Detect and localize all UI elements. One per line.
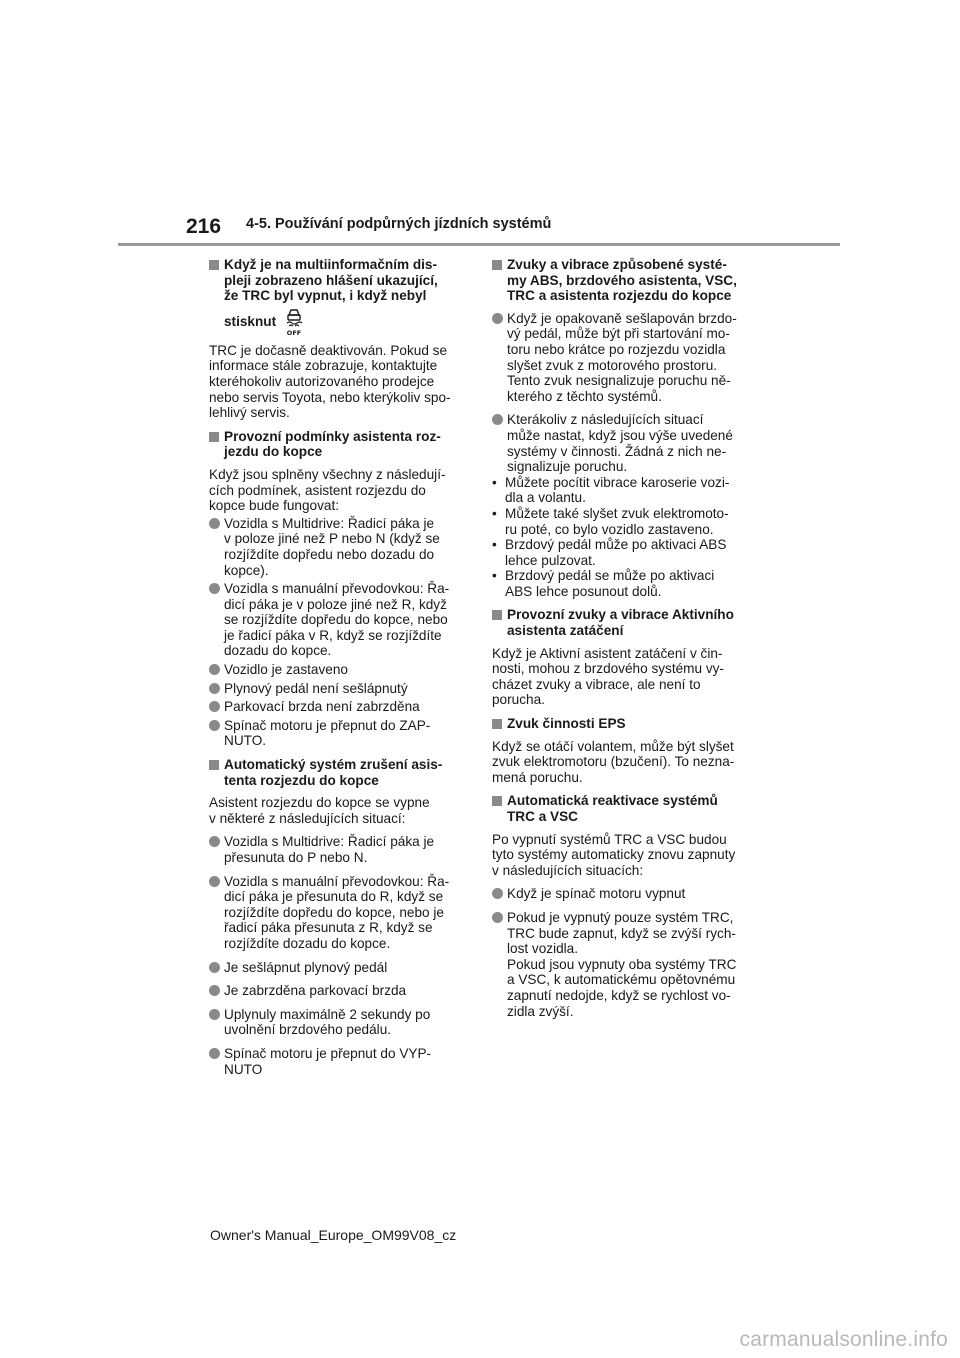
section-heading (492, 257, 750, 304)
section-trc-message (209, 257, 467, 421)
section-heading (492, 793, 750, 824)
square-bullet-icon (209, 760, 219, 770)
paragraph (492, 646, 750, 708)
text-line: mená poruchu. (492, 769, 583, 785)
text-line: Spínač motoru je přepnut do VYP- (224, 1045, 432, 1061)
heading-line: TRC a asistenta rozjezdu do kopce (507, 288, 732, 304)
heading-line: jezdu do kopce (224, 444, 323, 460)
heading-line: TRC a VSC (507, 809, 579, 824)
text-line: Vozidla s manuální převodovkou: Řa- (224, 873, 450, 889)
list-item (209, 699, 467, 715)
text-line: lehlivý servis. (209, 405, 290, 421)
list-item (492, 910, 750, 1019)
list-item (209, 681, 467, 697)
text-line: v poloze jiné než P nebo N (když se (224, 531, 440, 547)
text-line: informace stále zobrazuje, kontaktujte (209, 358, 438, 374)
circle-bullet-icon (209, 876, 220, 887)
trc-off-label: OFF (286, 328, 302, 336)
text-line: lehce pulzovat. (505, 552, 596, 568)
text-line: Uplynuly maximálně 2 sekundy po (224, 1006, 431, 1022)
list-item (209, 960, 467, 976)
text-line: v některé z následujících situací: (209, 810, 406, 826)
text-line: Tento zvuk nesignalizuje poruchu ně- (507, 373, 731, 389)
text-line: řadicí páka přesunuta z R, když se (224, 920, 433, 936)
text-line: dla a volantu. (505, 490, 586, 506)
section-heading (492, 716, 750, 732)
dot-bullet: • (492, 537, 497, 553)
text-line: slyšet zvuk z motorového prostoru. (507, 357, 718, 373)
text-line: nosti, mohou z brzdového systému vy- (492, 661, 724, 677)
text-line: zapnutí nedojde, když se rychlost vo- (507, 987, 731, 1003)
section-steering-assist-sounds (492, 607, 750, 708)
circle-bullet-icon (209, 962, 220, 973)
text-line: Plynový pedál není sešlápnutý (224, 680, 408, 696)
sub-list-item (492, 537, 750, 568)
text-line: dicí páka je v poloze jiné než R, když (224, 596, 447, 612)
text-line: tyto systémy automaticky znovu zapnuty (492, 847, 736, 863)
text-line: signalizuje poruchu. (507, 459, 628, 475)
list-item (209, 581, 467, 659)
text-line: Můžete také slyšet zvuk elektromoto- (505, 505, 729, 521)
heading-line: asistenta zatáčení (507, 623, 624, 639)
paragraph (209, 343, 467, 421)
paragraph (492, 739, 750, 786)
text-line: Vozidla s Multidrive: Řadicí páka je (224, 834, 435, 850)
square-bullet-icon (492, 260, 502, 270)
text-line: Když je spínač motoru vypnut (507, 886, 686, 902)
text-line: cích podmínek, asistent rozjezdu do (209, 482, 426, 498)
text-line: Po vypnutí systémů TRC a VSC budou (492, 831, 727, 847)
paragraph (492, 832, 750, 879)
press-label: stisknut (224, 313, 277, 329)
list-item (492, 886, 750, 902)
text-line: TRC je dočasně deaktivován. Pokud se (209, 342, 448, 358)
heading-line: Provozní zvuky a vibrace Aktivního (507, 607, 734, 623)
text-line: Je zabrzděna parkovací brzda (224, 983, 407, 999)
text-line: toru nebo krátce po rozjezdu vozidla (507, 341, 726, 357)
sub-list (492, 475, 750, 600)
text-line: kopce bude fungovat: (209, 498, 339, 514)
heading-line: že TRC byl vypnut, i když nebyl (224, 288, 427, 304)
heading-line: tenta rozjezdu do kopce (224, 772, 379, 788)
section-auto-reactivation (492, 793, 750, 1019)
right-column (492, 257, 750, 1027)
text-line: Brzdový pedál se může po aktivaci (505, 568, 715, 584)
text-line: zidla zvýší. (507, 1003, 574, 1019)
text-line: kterého z těchto systémů. (507, 388, 662, 404)
list-item (492, 412, 750, 599)
section-hill-start-conditions (209, 429, 467, 749)
heading-line: Zvuky a vibrace způsobené systé- (507, 257, 727, 272)
section-heading (209, 429, 467, 460)
text-line: Kterákoliv z následujících situací (507, 412, 704, 428)
square-bullet-icon (492, 796, 502, 806)
heading-line: Automatický systém zrušení asis- (224, 757, 443, 773)
text-line: TRC bude zapnut, když se zvýší rych- (507, 925, 736, 941)
text-line: Vozidla s manuální převodovkou: Řa- (224, 581, 450, 597)
text-line: Když je Aktivní asistent zatáčení v čin- (492, 645, 723, 661)
text-line: Když je opakovaně sešlapován brzdo- (507, 310, 737, 326)
watermark: carmanualsonline.info (739, 1328, 948, 1351)
square-bullet-icon (209, 432, 219, 442)
text-line: Vozidlo je zastaveno (224, 662, 348, 678)
text-line: přesunuta do P nebo N. (224, 850, 368, 865)
text-line: Asistent rozjezdu do kopce se vypne (209, 795, 430, 811)
list-item (209, 834, 467, 865)
circle-bullet-icon (492, 313, 503, 324)
circle-bullet-icon (209, 985, 220, 996)
section-title: 4-5. Používání podpůrných jízdních systémů (246, 216, 552, 232)
text-line: nebo servis Toyota, nebo kterýkoliv spo- (209, 389, 451, 405)
text-line: Pokud je vypnutý pouze systém TRC, (507, 909, 734, 925)
heading-line: pleji zobrazeno hlášení ukazující, (224, 272, 438, 288)
heading-line: my ABS, brzdového asistenta, VSC, (507, 272, 737, 288)
square-bullet-icon (492, 719, 502, 729)
circle-bullet-icon (209, 701, 220, 712)
list-item (209, 516, 467, 578)
section-heading (209, 757, 467, 788)
circle-bullet-icon (209, 518, 220, 529)
circle-bullet-icon (209, 664, 220, 675)
text-line: může nastat, když jsou výše uvedené (507, 427, 733, 443)
square-bullet-icon (492, 610, 502, 620)
text-line: Spínač motoru je přepnut do ZAP- (224, 717, 431, 733)
heading-line: Když je na multiinformačním dis- (224, 257, 437, 272)
text-line: cházet zvuky a vibrace, ale není to (492, 676, 701, 692)
dot-bullet: • (492, 474, 497, 490)
section-abs-sounds (492, 257, 750, 599)
list-item (209, 1046, 467, 1077)
circle-bullet-icon (209, 720, 220, 731)
text-line: Když jsou splněny všechny z následují- (209, 466, 446, 482)
section-hill-start-cancel (209, 757, 467, 1077)
list-item (492, 311, 750, 405)
dot-bullet: • (492, 505, 497, 521)
list-item (209, 662, 467, 678)
circle-bullet-icon (209, 583, 220, 594)
text-line: dicí páka je přesunuta do R, když se (224, 889, 444, 905)
text-line: a VSC, k automatickému opětovnému (507, 972, 736, 988)
paragraph (209, 467, 467, 514)
text-line: systémy v činnosti. Žádná z nich ne- (507, 443, 727, 459)
page-number: 216 (186, 215, 222, 238)
text-line: rozjíždíte dozadu do kopce. (224, 935, 391, 951)
text-line: kopce). (224, 562, 269, 578)
circle-bullet-icon (492, 414, 503, 425)
sub-list-item (492, 568, 750, 599)
header-rule (118, 243, 840, 246)
text-line: se rozjíždíte dopředu do kopce, nebo (224, 612, 448, 628)
circle-bullet-icon (209, 1009, 220, 1020)
text-line: rozjíždíte dopředu nebo dozadu do (224, 546, 435, 562)
text-line: rozjíždíte dopředu do kopce, nebo je (224, 904, 444, 920)
square-bullet-icon (209, 260, 219, 270)
text-line: uvolnění brzdového pedálu. (224, 1022, 392, 1038)
text-line: vý pedál, může být při startování mo- (507, 326, 730, 342)
trc-off-icon (284, 308, 304, 336)
footer-doc-id: Owner's Manual_Europe_OM99V08_cz (210, 1227, 457, 1243)
section-eps-sound (492, 716, 750, 785)
text-line: Vozidla s Multidrive: Řadicí páka je (224, 515, 435, 531)
text-line: ru poté, co bylo vozidlo zastaveno. (505, 521, 714, 537)
list-item (209, 983, 467, 999)
circle-bullet-icon (492, 888, 503, 899)
heading-line: Zvuk činnosti EPS (507, 716, 626, 732)
text-line: Je sešlápnut plynový pedál (224, 959, 388, 975)
text-line: zvuk elektromotoru (bzučení). To nezna- (492, 754, 735, 770)
list-item (209, 874, 467, 952)
heading-line: Provozní podmínky asistenta roz- (224, 428, 441, 444)
text-line: lost vozidla. (507, 941, 579, 957)
section-heading (209, 257, 467, 336)
text-line: je řadicí páka v R, když se rozjíždíte (224, 627, 442, 643)
heading-line: Automatická reaktivace systémů (507, 793, 718, 809)
text-line: Brzdový pedál může po aktivaci ABS (505, 537, 727, 553)
text-line: ABS lehce posunout dolů. (505, 583, 662, 599)
text-line: kteréhokoliv autorizovaného prodejce (209, 373, 435, 389)
circle-bullet-icon (209, 1048, 220, 1059)
text-line: Parkovací brzda není zabrzděna (224, 699, 420, 715)
paragraph (209, 795, 467, 826)
circle-bullet-icon (492, 912, 503, 923)
section-heading (492, 607, 750, 638)
text-line: porucha. (492, 692, 545, 708)
left-column (209, 257, 467, 1085)
dot-bullet: • (492, 568, 497, 584)
sub-list-item (492, 475, 750, 506)
circle-bullet-icon (209, 683, 220, 694)
circle-bullet-icon (209, 836, 220, 847)
text-line: dozadu do kopce. (224, 643, 332, 659)
text-line: NUTO (224, 1061, 263, 1077)
text-line: NUTO. (224, 733, 267, 749)
text-line: Pokud jsou vypnuty oba systémy TRC (507, 956, 737, 972)
list-item (209, 718, 467, 749)
text-line: Můžete pocítit vibrace karoserie vozi- (505, 474, 730, 490)
text-line: Když se otáčí volantem, může být slyšet (492, 738, 734, 754)
text-line: v následujících situacích: (492, 862, 644, 878)
list-item (209, 1007, 467, 1038)
sub-list-item (492, 506, 750, 537)
press-row (224, 308, 467, 336)
